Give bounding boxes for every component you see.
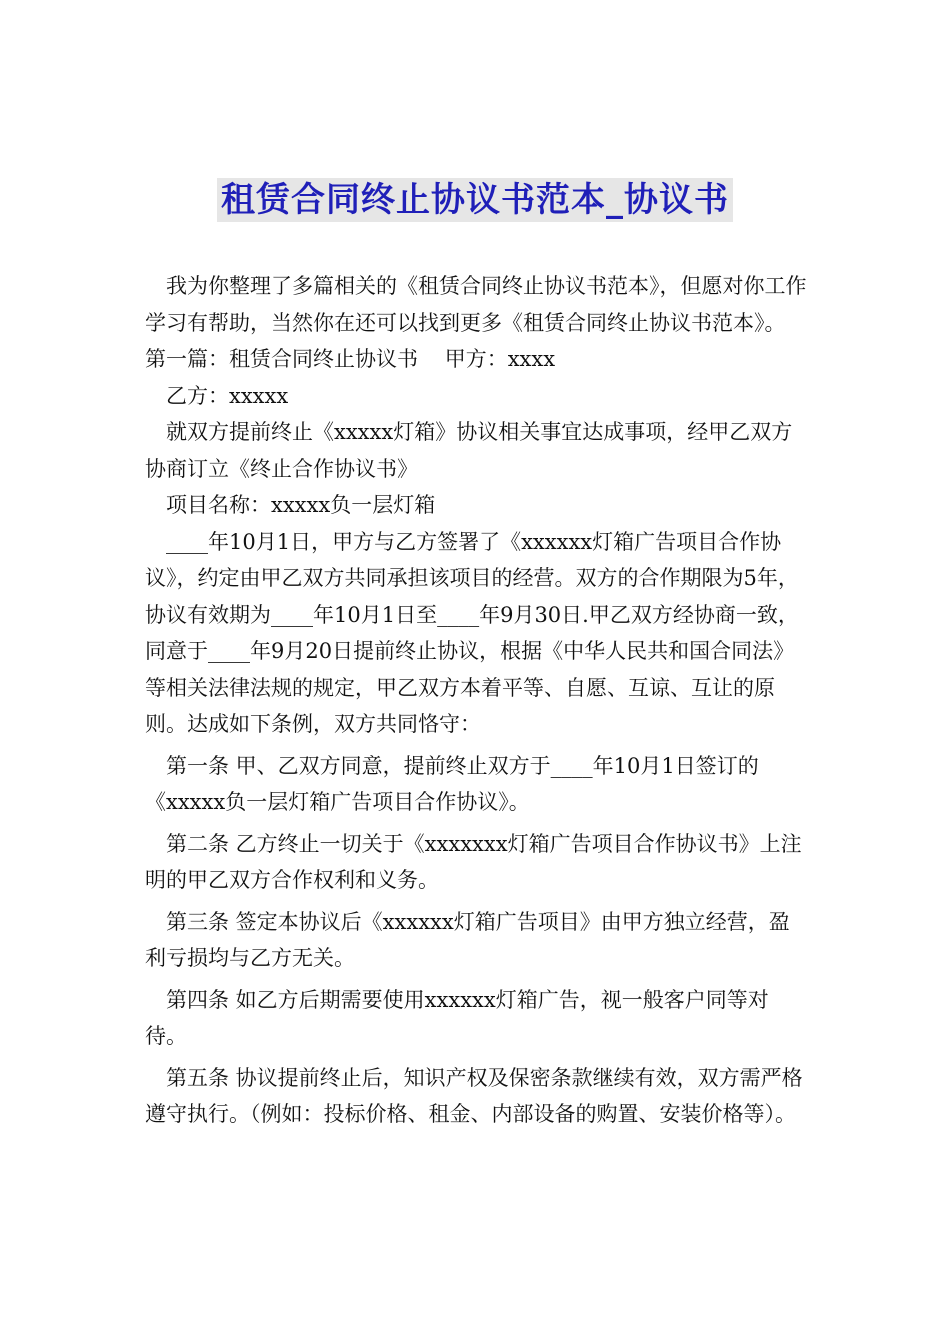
document-title: 租赁合同终止协议书范本_协议书 — [217, 178, 733, 222]
article-5: 第五条 协议提前终止后，知识产权及保密条款继续有效，双方需严格遵守执行。（例如：投标价格、租金、内部设备的购置、安装价格等）。 — [145, 1065, 803, 1126]
section-heading-party-a: 第一篇：租赁合同终止协议书 甲方：xxxx — [145, 347, 556, 371]
article-3: 第三条 签定本协议后《xxxxxx灯箱广告项目》由甲方独立经营，盈利亏损均与乙方无关。 — [145, 909, 790, 970]
title-container — [0, 178, 950, 222]
purpose-paragraph: 就双方提前终止《xxxxx灯箱》协议相关事宜达成事项，经甲乙双方协商订立《终止合作协议书》 — [145, 420, 793, 481]
article-2: 第二条 乙方终止一切关于《xxxxxxx灯箱广告项目合作协议书》上注明的甲乙双方合作权利和义务。 — [145, 831, 802, 892]
background-paragraph: ____年10月1日，甲方与乙方签署了《xxxxxx灯箱广告项目合作协议》，约定由甲乙双方共同承担该项目的经营。双方的合作期限为5年，协议有效期为____年10月1日至____年9月30日.甲乙双方经协商一致，同意于____年9月20日提前终止协议，根据《中华人民共和国合同法》等相关法律法规的规定，甲乙双方本着平等、自愿、互谅、互让的原则。达成如下条例，双方共同恪守： — [145, 529, 799, 736]
article-1: 第一条 甲、乙双方同意，提前终止双方于____年10月1日签订的《xxxxx负一层灯箱广告项目合作协议》。 — [145, 753, 759, 814]
intro-paragraph: 我为你整理了多篇相关的《租赁合同终止协议书范本》，但愿对你工作学习有帮助，当然你在还可以找到更多《租赁合同终止协议书范本》。 — [145, 274, 807, 335]
party-b-line: 乙方：xxxxx — [166, 383, 289, 408]
article-4: 第四条 如乙方后期需要使用xxxxxx灯箱广告，视一般客户同等对待。 — [145, 987, 769, 1048]
document-body — [145, 268, 807, 1133]
project-name-line: 项目名称：xxxxx负一层灯箱 — [166, 493, 436, 517]
